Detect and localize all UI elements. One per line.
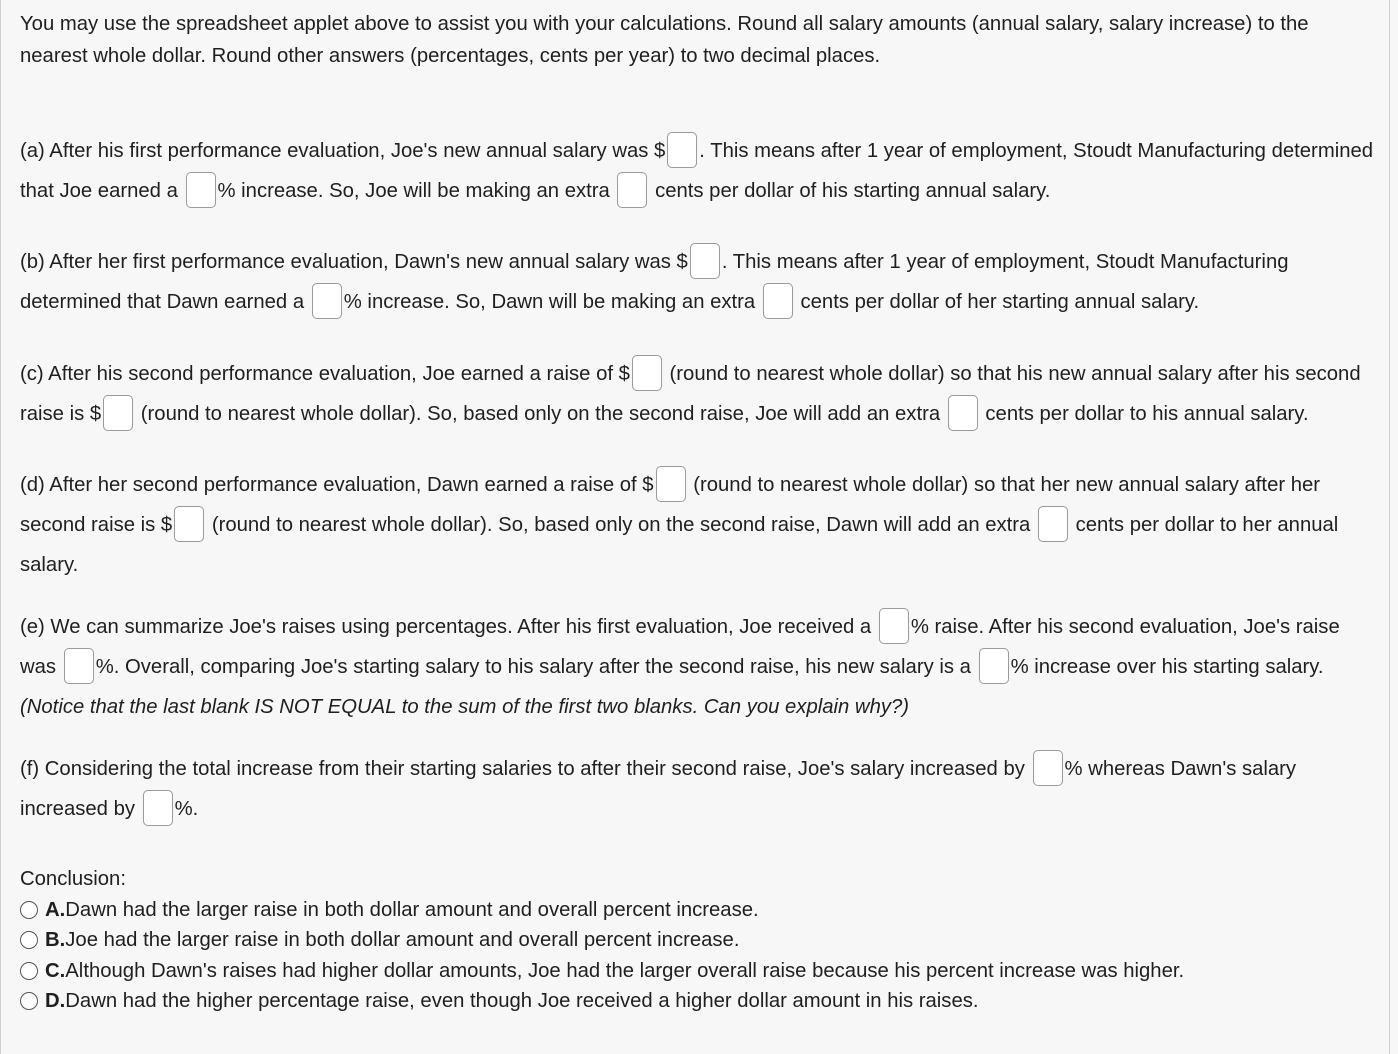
radio-a[interactable] [20,901,38,919]
part-a-text-3: % increase. So, Joe will be making an extra [217,180,616,202]
joe-total-percent-input[interactable] [1033,750,1063,786]
part-f-text-1: (f) Considering the total increase from their starting salaries to after their second raise, Joe's salary increased by [20,758,1031,780]
part-d-text-2: (round to nearest whole dollar) so that her new annual salary after her second raise is $ [20,474,1321,536]
part-e-text-4: % increase over his starting salary. [1010,656,1324,678]
part-f [20,749,1380,829]
part-a [20,131,1380,211]
choice-b-letter: B. [45,929,66,951]
joe-new-salary-input[interactable] [667,132,697,168]
dawn-new-salary-input[interactable] [690,243,720,279]
part-c-text-3: (round to nearest whole dollar). So, based only on the second raise, Joe will add an extra [135,403,946,425]
part-c-text-1: (c) After his second performance evaluation, Joe earned a raise of $ [20,363,630,385]
choice-c[interactable] [20,956,1380,987]
choice-d[interactable] [20,986,1380,1017]
part-b-text-1: (b) After her first performance evaluation, Dawn's new annual salary was $ [20,251,688,273]
part-d-text-1: (d) After her second performance evaluation, Dawn earned a raise of $ [20,474,654,496]
part-b-text-4: cents per dollar of her starting annual salary. [794,291,1200,313]
part-f-text-2: % whereas Dawn's salary increased by [20,758,1297,820]
part-a-text-4: cents per dollar of his starting annual salary. [649,180,1051,202]
part-c-text-4: cents per dollar to his annual salary. [979,403,1309,425]
radio-c[interactable] [20,962,38,980]
part-b-text-3: % increase. So, Dawn will be making an extra [343,291,761,313]
part-e-text-2: % raise. After his second evaluation, Joe's raise was [20,616,1340,678]
joe-second-raise-percent-input[interactable] [64,648,94,684]
joe-second-salary-input[interactable] [103,395,133,431]
choice-c-text: Although Dawn's raises had higher dollar amounts, Joe had the larger overall raise because his percent increase was higher. [65,959,1185,982]
joe-first-raise-percent-input[interactable] [879,608,909,644]
part-d-text-3: (round to nearest whole dollar). So, based only on the second raise, Dawn will add an extra [206,514,1036,536]
dawn-total-percent-input[interactable] [143,790,173,826]
part-a-text-1: (a) After his first performance evaluation, Joe's new annual salary was $ [20,140,666,162]
instructions: You may use the spreadsheet applet above to assist you with your calculations. Round all salary amounts (annual salary, salary increase) to the nearest whole dollar. Round other answers (percentages, cents per year) to two decimal places. [20,13,1309,67]
choice-b-text: Joe had the larger raise in both dollar amount and overall percent increase. [65,929,740,951]
joe-second-cents-input[interactable] [948,395,978,431]
conclusion-section [20,864,1380,1017]
conclusion-label: Conclusion: [20,868,126,890]
part-e [20,607,1380,727]
part-d-text-4: cents per dollar to her annual salary. [20,514,1339,576]
radio-b[interactable] [20,931,38,949]
dawn-first-percent-input[interactable] [312,283,342,319]
part-d [20,465,1380,585]
choice-a-letter: A. [45,898,66,921]
part-a-text-2: . This means after 1 year of employment, Stoudt Manufacturing determined that Joe earned a [20,140,1374,202]
dawn-first-cents-input[interactable] [763,283,793,319]
radio-d[interactable] [20,992,38,1010]
part-c [20,354,1380,434]
part-b [20,242,1380,322]
part-c-text-2: (round to nearest whole dollar) so that his new annual salary after his second raise is $ [20,363,1361,425]
choice-b[interactable] [20,925,1380,956]
part-e-note: (Notice that the last blank IS NOT EQUAL to the sum of the first two blanks. Can you explain why?) [20,696,910,718]
part-b-text-2: . This means after 1 year of employment, Stoudt Manufacturing determined that Dawn earned a [20,251,1289,313]
joe-first-percent-input[interactable] [186,172,216,208]
joe-first-cents-input[interactable] [617,172,647,208]
joe-overall-percent-input[interactable] [979,648,1009,684]
part-e-text-3: %. Overall, comparing Joe's starting salary to his salary after the second raise, his new salary is a [95,656,977,678]
choice-a[interactable] [20,895,1380,926]
joe-second-raise-input[interactable] [632,355,662,391]
dawn-second-salary-input[interactable] [174,506,204,542]
dawn-second-cents-input[interactable] [1038,506,1068,542]
part-e-text-1: (e) We can summarize Joe's raises using percentages. After his first evaluation, Joe received a [20,616,877,638]
choice-d-letter: D. [45,990,66,1012]
choice-d-text: Dawn had the higher percentage raise, even though Joe received a higher dollar amount in his raises. [65,990,979,1012]
choice-a-text: Dawn had the larger raise in both dollar amount and overall percent increase. [65,898,759,921]
part-f-text-3: %. [174,798,199,820]
dawn-second-raise-input[interactable] [656,466,686,502]
choice-c-letter: C. [45,959,66,982]
